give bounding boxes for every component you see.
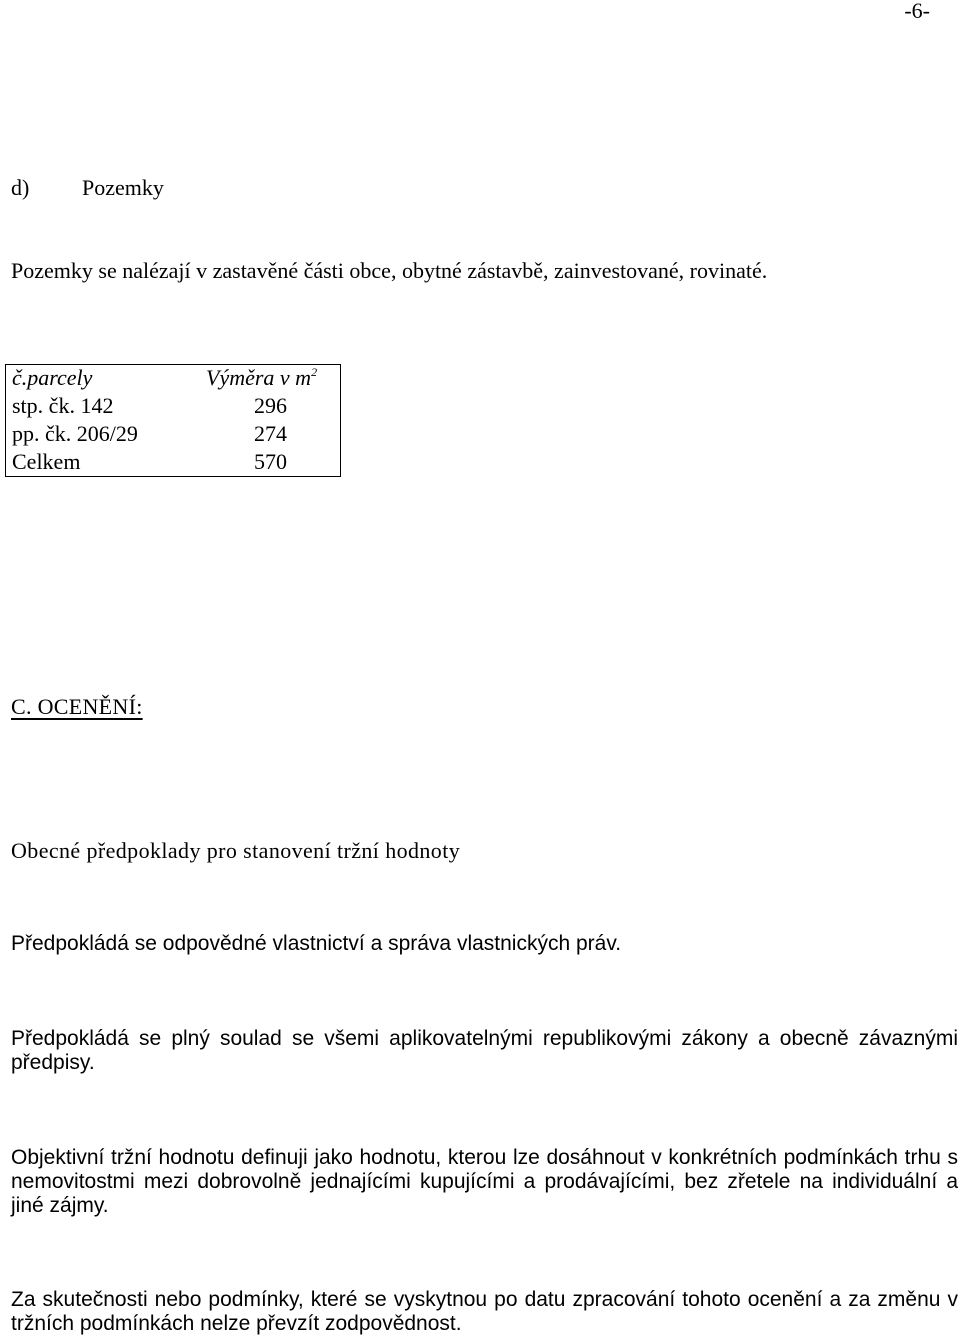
parcel-area: 274 bbox=[254, 421, 287, 446]
paragraph-ownership: Předpokládá se odpovědné vlastnictví a správa vlastnických práv. bbox=[11, 932, 622, 955]
paragraph-legal-compliance: Předpokládá se plný soulad se všemi aplikovatelnými republikovými zákony a obecně závaznými předpisy. bbox=[11, 1027, 958, 1074]
header-area: Výměra v $m^2$ bbox=[206, 365, 318, 390]
total-area: 570 bbox=[254, 449, 287, 474]
table-header-row bbox=[6, 365, 340, 393]
parcel-id: pp. čk. 206/29 bbox=[12, 421, 138, 446]
page-number: -6- bbox=[904, 0, 930, 23]
total-label: Celkem bbox=[12, 449, 81, 474]
parcel-area: 296 bbox=[254, 393, 287, 418]
land-description: Pozemky se nalézají v zastavěné části obce, obytné zástavbě, zainvestované, rovinaté. bbox=[11, 258, 768, 283]
header-parcel: č.parcely bbox=[12, 365, 93, 390]
paragraph-liability: Za skutečnosti nebo podmínky, které se vyskytnou po datu zpracování tohoto ocenění a za změnu v tržních podmínkách nelze převzít zodpovědnost. bbox=[11, 1288, 958, 1335]
assumptions-title: Obecné předpoklady pro stanovení tržní hodnoty bbox=[11, 838, 461, 863]
table-row bbox=[6, 393, 340, 421]
parcel-id: stp. čk. 142 bbox=[12, 393, 114, 418]
table-row bbox=[6, 421, 340, 449]
parcel-table bbox=[5, 364, 341, 477]
valuation-heading: C. OCENĚNÍ: bbox=[11, 694, 143, 719]
paragraph-market-value-definition: Objektivní tržní hodnotu definuji jako hodnotu, kterou lze dosáhnout v konkrétních podmínkách trhu s nemovitostmi mezi dobrovolně jednajícími kupujícími a prodávajícími, bez zřetele na individuální a jiné zájmy. bbox=[11, 1146, 958, 1217]
section-title: Pozemky bbox=[82, 175, 164, 200]
section-letter: d) bbox=[11, 175, 30, 200]
table-total-row bbox=[6, 449, 340, 477]
